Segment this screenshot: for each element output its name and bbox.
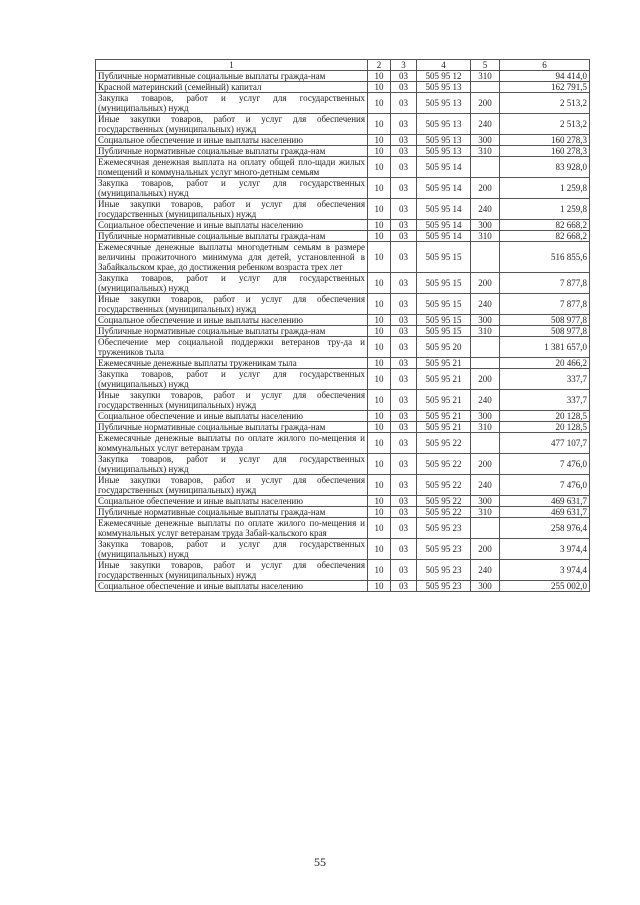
row-target-article: 505 95 15 [417, 242, 471, 273]
row-expense-type [471, 358, 500, 369]
row-subsection: 03 [391, 326, 417, 337]
row-subsection: 03 [391, 178, 417, 199]
row-amount: 2 513,2 [500, 114, 590, 135]
row-target-article: 505 95 13 [417, 114, 471, 135]
row-label: Иные закупки товаров, работ и услуг для обеспечения государственных (муниципальных) нужд [96, 294, 368, 315]
table-row [96, 433, 590, 454]
row-amount: 162 791,5 [500, 82, 590, 93]
row-target-article: 505 95 14 [417, 178, 471, 199]
row-subsection: 03 [391, 390, 417, 411]
row-section: 10 [368, 242, 391, 273]
row-section: 10 [368, 273, 391, 294]
table-row [96, 337, 590, 358]
table-row [96, 560, 590, 581]
row-label: Красной материнский (семейный) капитал [96, 82, 368, 93]
budget-table [95, 59, 590, 592]
row-subsection: 03 [391, 422, 417, 433]
row-amount: 94 414,0 [500, 71, 590, 82]
row-expense-type: 310 [471, 422, 500, 433]
row-expense-type: 310 [471, 507, 500, 518]
table-row [96, 475, 590, 496]
row-label: Закупка товаров, работ и услуг для государственных (муниципальных) нужд [96, 369, 368, 390]
table-row [96, 507, 590, 518]
row-amount: 508 977,8 [500, 315, 590, 326]
table-row [96, 422, 590, 433]
row-expense-type: 300 [471, 581, 500, 592]
row-target-article: 505 95 14 [417, 220, 471, 231]
row-subsection: 03 [391, 220, 417, 231]
row-target-article: 505 95 14 [417, 157, 471, 178]
row-label: Ежемесячные денежные выплаты по оплате жилого по-мещения и коммунальных услуг ветеранам труда [96, 433, 368, 454]
row-section: 10 [368, 518, 391, 539]
row-section: 10 [368, 560, 391, 581]
row-target-article: 505 95 21 [417, 369, 471, 390]
table-row [96, 71, 590, 82]
row-expense-type: 200 [471, 93, 500, 114]
page-number: 55 [314, 855, 326, 869]
table-row [96, 539, 590, 560]
row-target-article: 505 95 12 [417, 71, 471, 82]
row-subsection: 03 [391, 231, 417, 242]
row-label: Публичные нормативные социальные выплаты гражда-нам [96, 231, 368, 242]
row-target-article: 505 95 20 [417, 337, 471, 358]
row-label: Публичные нормативные социальные выплаты гражда-нам [96, 326, 368, 337]
row-target-article: 505 95 15 [417, 315, 471, 326]
row-section: 10 [368, 231, 391, 242]
header-cell: 5 [471, 60, 500, 71]
row-subsection: 03 [391, 496, 417, 507]
row-section: 10 [368, 369, 391, 390]
row-section: 10 [368, 199, 391, 220]
row-expense-type: 200 [471, 454, 500, 475]
row-subsection: 03 [391, 242, 417, 273]
row-subsection: 03 [391, 560, 417, 581]
table-row [96, 294, 590, 315]
row-amount: 82 668,2 [500, 231, 590, 242]
row-target-article: 505 95 22 [417, 496, 471, 507]
header-cell: 2 [368, 60, 391, 71]
row-label: Публичные нормативные социальные выплаты гражда-нам [96, 507, 368, 518]
row-amount: 7 476,0 [500, 454, 590, 475]
table-row [96, 390, 590, 411]
row-amount: 83 928,0 [500, 157, 590, 178]
row-amount: 337,7 [500, 390, 590, 411]
row-amount: 337,7 [500, 369, 590, 390]
row-label: Социальное обеспечение и иные выплаты населению [96, 496, 368, 507]
row-label: Публичные нормативные социальные выплаты гражда-нам [96, 422, 368, 433]
row-amount: 20 128,5 [500, 411, 590, 422]
row-section: 10 [368, 178, 391, 199]
row-target-article: 505 95 15 [417, 294, 471, 315]
row-section: 10 [368, 157, 391, 178]
row-label: Ежемесячная денежная выплата на оплату общей пло-щади жилых помещений и коммунальных услуг много-детным семьям [96, 157, 368, 178]
table-row [96, 93, 590, 114]
row-target-article: 505 95 14 [417, 231, 471, 242]
row-expense-type: 200 [471, 178, 500, 199]
table-row [96, 581, 590, 592]
table-row [96, 82, 590, 93]
row-expense-type: 200 [471, 273, 500, 294]
row-label: Ежемесячные денежные выплаты по оплате жилого по-мещения и коммунальных услуг ветеранам труда Забай-кальского края [96, 518, 368, 539]
row-section: 10 [368, 411, 391, 422]
row-label: Иные закупки товаров, работ и услуг для обеспечения государственных (муниципальных) нужд [96, 390, 368, 411]
row-label: Социальное обеспечение и иные выплаты населению [96, 135, 368, 146]
row-amount: 20 466,2 [500, 358, 590, 369]
row-target-article: 505 95 23 [417, 581, 471, 592]
row-label: Закупка товаров, работ и услуг для государственных (муниципальных) нужд [96, 539, 368, 560]
row-subsection: 03 [391, 71, 417, 82]
row-label: Иные закупки товаров, работ и услуг для обеспечения государственных (муниципальных) нужд [96, 560, 368, 581]
table-row [96, 157, 590, 178]
row-target-article: 505 95 22 [417, 475, 471, 496]
row-target-article: 505 95 13 [417, 135, 471, 146]
row-amount: 1 381 657,0 [500, 337, 590, 358]
row-subsection: 03 [391, 358, 417, 369]
row-expense-type [471, 518, 500, 539]
row-target-article: 505 95 13 [417, 146, 471, 157]
row-label: Закупка товаров, работ и услуг для государственных (муниципальных) нужд [96, 454, 368, 475]
row-label: Закупка товаров, работ и услуг для государственных (муниципальных) нужд [96, 273, 368, 294]
table-row [96, 146, 590, 157]
row-expense-type: 240 [471, 294, 500, 315]
row-target-article: 505 95 21 [417, 390, 471, 411]
row-expense-type: 240 [471, 390, 500, 411]
row-amount: 7 877,8 [500, 294, 590, 315]
row-expense-type [471, 433, 500, 454]
row-expense-type [471, 242, 500, 273]
table-row [96, 231, 590, 242]
row-subsection: 03 [391, 518, 417, 539]
row-expense-type [471, 337, 500, 358]
row-target-article: 505 95 23 [417, 518, 471, 539]
row-target-article: 505 95 22 [417, 507, 471, 518]
row-target-article: 505 95 15 [417, 326, 471, 337]
row-section: 10 [368, 475, 391, 496]
table-row [96, 242, 590, 273]
row-target-article: 505 95 23 [417, 539, 471, 560]
row-section: 10 [368, 71, 391, 82]
row-amount: 3 974,4 [500, 539, 590, 560]
row-target-article: 505 95 13 [417, 82, 471, 93]
row-section: 10 [368, 337, 391, 358]
row-amount: 7 476,0 [500, 475, 590, 496]
header-cell: 4 [417, 60, 471, 71]
row-label: Социальное обеспечение и иные выплаты населению [96, 315, 368, 326]
header-row [96, 60, 590, 71]
row-target-article: 505 95 21 [417, 422, 471, 433]
row-subsection: 03 [391, 114, 417, 135]
row-target-article: 505 95 21 [417, 358, 471, 369]
row-amount: 82 668,2 [500, 220, 590, 231]
row-expense-type: 310 [471, 146, 500, 157]
row-amount: 469 631,7 [500, 507, 590, 518]
row-subsection: 03 [391, 507, 417, 518]
table-row [96, 315, 590, 326]
row-section: 10 [368, 294, 391, 315]
table-row [96, 114, 590, 135]
table-row [96, 454, 590, 475]
row-target-article: 505 95 21 [417, 411, 471, 422]
row-section: 10 [368, 454, 391, 475]
row-subsection: 03 [391, 273, 417, 294]
row-section: 10 [368, 358, 391, 369]
row-label: Публичные нормативные социальные выплаты гражда-нам [96, 146, 368, 157]
row-label: Иные закупки товаров, работ и услуг для обеспечения государственных (муниципальных) нужд [96, 114, 368, 135]
row-section: 10 [368, 315, 391, 326]
row-section: 10 [368, 496, 391, 507]
row-label: Публичные нормативные социальные выплаты гражда-нам [96, 71, 368, 82]
row-subsection: 03 [391, 475, 417, 496]
row-label: Обеспечение мер социальной поддержки ветеранов тру-да и тружеников тыла [96, 337, 368, 358]
row-subsection: 03 [391, 294, 417, 315]
row-amount: 2 513,2 [500, 93, 590, 114]
table-row [96, 358, 590, 369]
table-row [96, 369, 590, 390]
header-cell: 3 [391, 60, 417, 71]
row-label: Иные закупки товаров, работ и услуг для обеспечения государственных (муниципальных) нужд [96, 199, 368, 220]
table-body [96, 71, 590, 592]
row-target-article: 505 95 14 [417, 199, 471, 220]
row-expense-type: 240 [471, 199, 500, 220]
row-subsection: 03 [391, 157, 417, 178]
row-expense-type [471, 157, 500, 178]
row-expense-type: 310 [471, 326, 500, 337]
row-label: Ежемесячные денежные выплаты труженикам тыла [96, 358, 368, 369]
table-row [96, 220, 590, 231]
row-target-article: 505 95 22 [417, 454, 471, 475]
row-subsection: 03 [391, 315, 417, 326]
table-row [96, 199, 590, 220]
row-label: Иные закупки товаров, работ и услуг для обеспечения государственных (муниципальных) нужд [96, 475, 368, 496]
row-expense-type: 200 [471, 539, 500, 560]
row-label: Закупка товаров, работ и услуг для государственных (муниципальных) нужд [96, 93, 368, 114]
row-subsection: 03 [391, 199, 417, 220]
row-subsection: 03 [391, 337, 417, 358]
row-amount: 160 278,3 [500, 135, 590, 146]
row-amount: 3 974,4 [500, 560, 590, 581]
row-section: 10 [368, 114, 391, 135]
row-label: Ежемесячные денежные выплаты многодетным семьям в размере величины прожиточного минимума для детей, установленной в Забайкальском крае, до достижения ребенком возраста трех лет [96, 242, 368, 273]
row-amount: 469 631,7 [500, 496, 590, 507]
table-row [96, 326, 590, 337]
row-section: 10 [368, 507, 391, 518]
table-row [96, 411, 590, 422]
row-target-article: 505 95 15 [417, 273, 471, 294]
row-section: 10 [368, 135, 391, 146]
row-expense-type: 300 [471, 220, 500, 231]
row-subsection: 03 [391, 539, 417, 560]
row-subsection: 03 [391, 146, 417, 157]
row-section: 10 [368, 433, 391, 454]
row-section: 10 [368, 326, 391, 337]
row-label: Закупка товаров, работ и услуг для государственных (муниципальных) нужд [96, 178, 368, 199]
row-target-article: 505 95 22 [417, 433, 471, 454]
row-expense-type: 310 [471, 71, 500, 82]
row-subsection: 03 [391, 411, 417, 422]
row-expense-type: 300 [471, 135, 500, 146]
row-section: 10 [368, 220, 391, 231]
table-row [96, 496, 590, 507]
row-amount: 477 107,7 [500, 433, 590, 454]
row-expense-type: 200 [471, 369, 500, 390]
row-section: 10 [368, 422, 391, 433]
row-amount: 1 259,8 [500, 199, 590, 220]
row-label: Социальное обеспечение и иные выплаты населению [96, 581, 368, 592]
row-section: 10 [368, 82, 391, 93]
row-subsection: 03 [391, 82, 417, 93]
table-row [96, 178, 590, 199]
row-section: 10 [368, 93, 391, 114]
row-amount: 255 002,0 [500, 581, 590, 592]
header-cell: 6 [500, 60, 590, 71]
row-amount: 1 259,8 [500, 178, 590, 199]
row-expense-type [471, 82, 500, 93]
row-section: 10 [368, 390, 391, 411]
table-row [96, 518, 590, 539]
row-expense-type: 240 [471, 475, 500, 496]
row-subsection: 03 [391, 135, 417, 146]
row-section: 10 [368, 539, 391, 560]
row-subsection: 03 [391, 581, 417, 592]
row-subsection: 03 [391, 369, 417, 390]
row-amount: 508 977,8 [500, 326, 590, 337]
row-target-article: 505 95 23 [417, 560, 471, 581]
row-amount: 516 855,6 [500, 242, 590, 273]
row-section: 10 [368, 581, 391, 592]
row-amount: 20 128,5 [500, 422, 590, 433]
row-expense-type: 240 [471, 560, 500, 581]
row-amount: 160 278,3 [500, 146, 590, 157]
row-amount: 7 877,8 [500, 273, 590, 294]
row-expense-type: 300 [471, 411, 500, 422]
row-expense-type: 300 [471, 315, 500, 326]
row-subsection: 03 [391, 454, 417, 475]
table-row [96, 273, 590, 294]
row-subsection: 03 [391, 93, 417, 114]
row-expense-type: 310 [471, 231, 500, 242]
row-label: Социальное обеспечение и иные выплаты населению [96, 220, 368, 231]
row-expense-type: 240 [471, 114, 500, 135]
table-row [96, 135, 590, 146]
header-cell: 1 [96, 60, 368, 71]
row-amount: 258 976,4 [500, 518, 590, 539]
row-label: Социальное обеспечение и иные выплаты населению [96, 411, 368, 422]
row-subsection: 03 [391, 433, 417, 454]
row-target-article: 505 95 13 [417, 93, 471, 114]
row-expense-type: 300 [471, 496, 500, 507]
row-section: 10 [368, 146, 391, 157]
